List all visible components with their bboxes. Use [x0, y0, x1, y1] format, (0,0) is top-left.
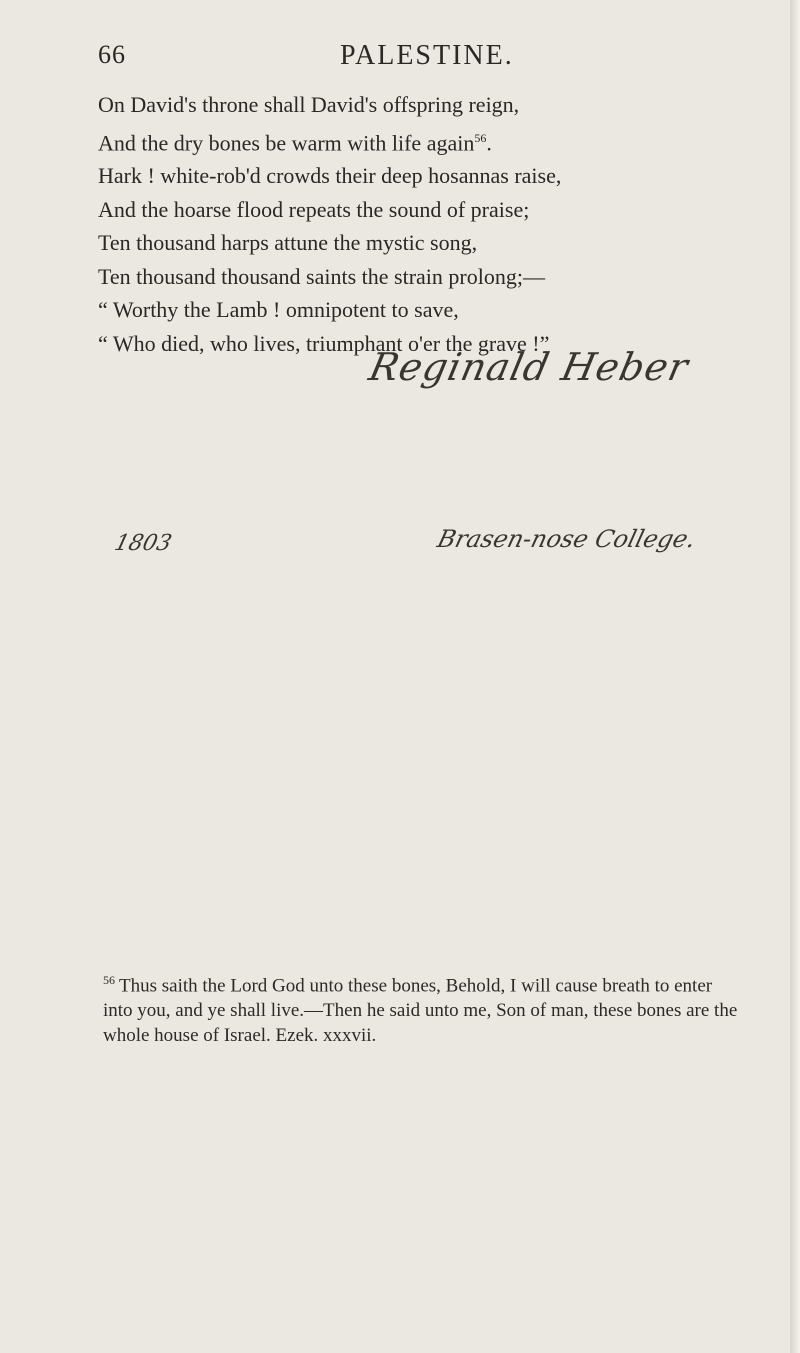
verse-line: “ Who died, who lives, triumphant o'er the grave !” [98, 330, 550, 356]
page-header [0, 40, 800, 80]
running-title: PALESTINE. [340, 40, 514, 71]
handwritten-signature [0, 345, 800, 575]
page-edge [790, 0, 800, 1353]
verse-line: Hark ! white-rob'd crowds their deep hosannas raise, [98, 163, 562, 189]
verse-line: On David's throne shall David's offspring reign, [98, 92, 520, 117]
verse-line-text: And the dry bones be warm with life again [98, 129, 475, 155]
signature-year: 1803 [111, 531, 175, 556]
verse-line: And the hoarse flood repeats the sound of praise; [98, 196, 530, 222]
footnote-text: Thus saith the Lord God unto these bones, Behold, I will cause breath to enter into you, and ye shall live.—Then he said unto me, Son of man, these bones are the whole house of Israel. Ezek. xxxvii. [103, 975, 738, 1047]
verse-line: Ten thousand harps attune the mystic song, [98, 230, 478, 256]
verse-line: “ Worthy the Lamb ! omnipotent to save, [98, 297, 459, 323]
signature-college: Brasen-nose College. [434, 525, 699, 553]
footnote [103, 968, 743, 1048]
poem [98, 88, 738, 360]
signature-name: Reginald Heber [365, 345, 693, 389]
page-number: 66 [98, 40, 126, 69]
verse-line: And the dry bones be warm with life again$^{56}$. [98, 129, 492, 155]
footnote-reference: 56 [103, 973, 115, 987]
verse-line: Ten thousand thousand saints the strain prolong;— [98, 263, 545, 289]
footnote-marker: 56 [474, 130, 487, 145]
